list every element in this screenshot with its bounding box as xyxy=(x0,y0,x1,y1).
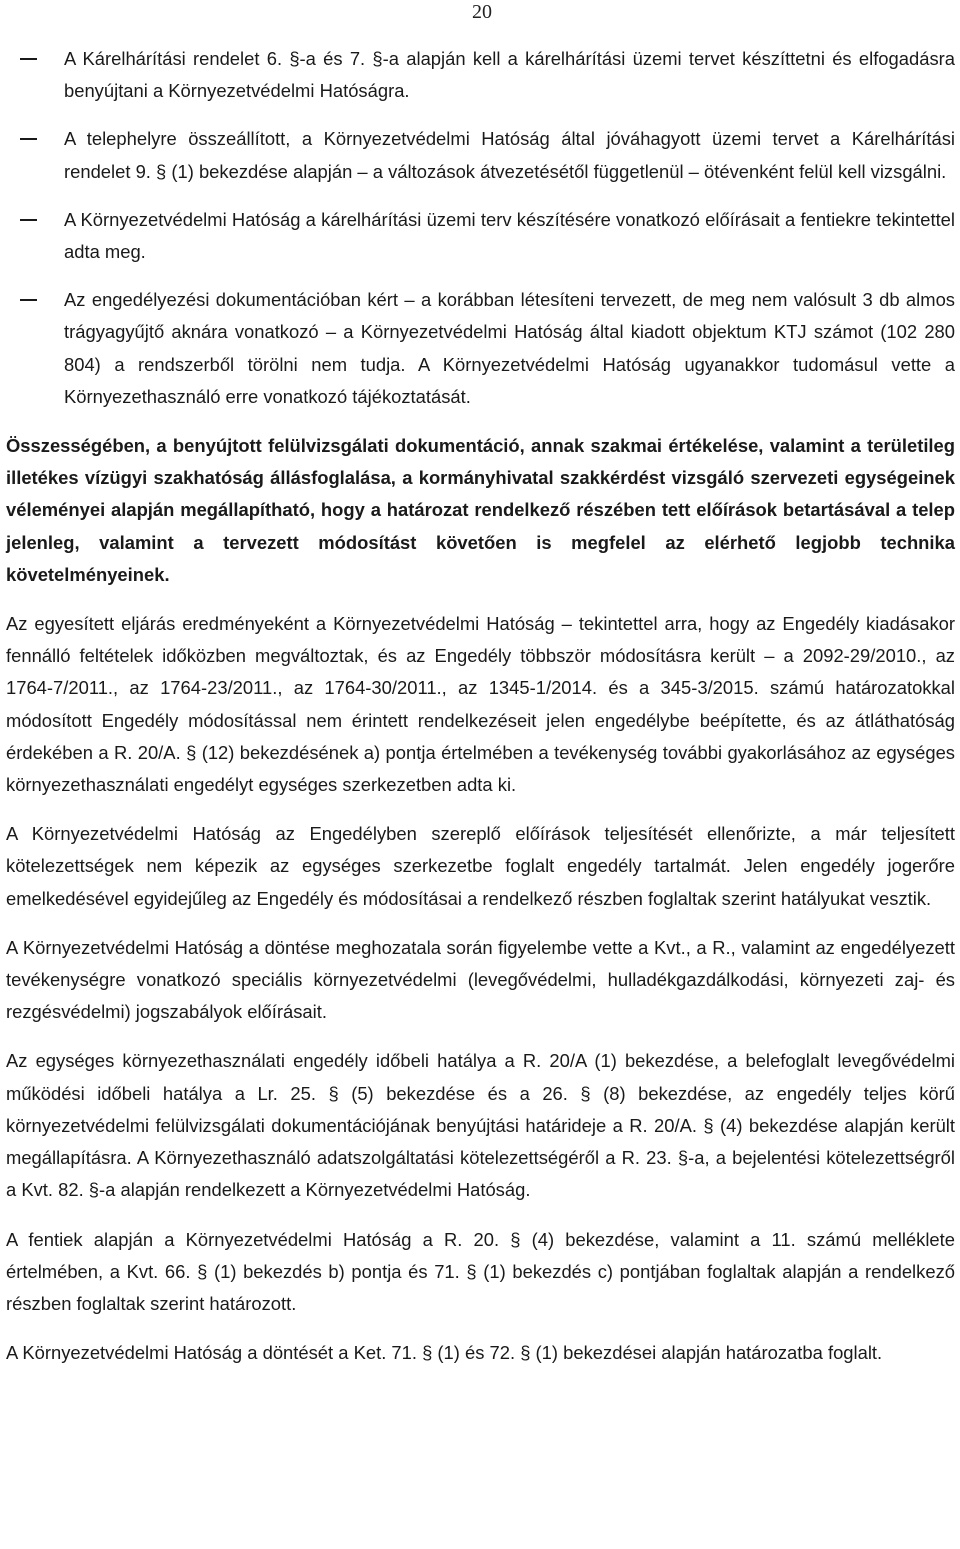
bullet-item xyxy=(6,204,955,268)
bullet-item xyxy=(6,43,955,107)
page-number: 20 xyxy=(472,1,492,23)
document-body xyxy=(6,43,955,1369)
body-paragraph: Az egységes környezethasználati engedély időbeli hatálya a R. 20/A (1) bekezdése, a belefoglalt levegővédelmi működési időbeli hatálya a Lr. 25. § (5) bekezdése és a 26. § (8) bekezdése, az engedély teljes körű környezetvédelmi felülvizsgálati dokumentációjának benyújtási határideje a R. 20/A. § (4) bekezdése alapján került megállapításra. A Környezethasználó adatszolgáltatási kötelezettségéről a R. 23. §-a, a bejelentési kötelezettségről a Kvt. 82. §-a alapján rendelkezett a Környezetvédelmi Hatóság. xyxy=(6,1050,955,1201)
dash-bullet-icon xyxy=(20,138,37,140)
dash-bullet-icon xyxy=(20,299,37,301)
body-paragraph: A Környezetvédelmi Hatóság a döntését a Ket. 71. § (1) és 72. § (1) bekezdései alapján határozatba foglalt. xyxy=(6,1342,883,1364)
body-paragraph: A fentiek alapján a Környezetvédelmi Hatóság a R. 20. § (4) bekezdése, valamint a 11. számú melléklete értelmében, a Kvt. 66. § (1) bekezdés b) pontja és 71. § (1) bekezdés c) pontjában foglaltak alapján a rendelkező részben foglaltak szerint határozott. xyxy=(6,1228,955,1314)
summary-paragraph: Összességében, a benyújtott felülvizsgálati dokumentáció, annak szakmai értékelése, valamint a területileg illetékes vízügyi szakhatóság állásfoglalása, a kormányhivatal szakkérdést vizsgáló szervezeti egységeinek véleményei alapján megállapítható, hogy a határozat rendelkező részében tett előírások betartásával a telep jelenleg, valamint a tervezett módosítást követően is megfelel az elérhető legjobb technika követelményeinek. xyxy=(6,435,955,585)
body-paragraph: A Környezetvédelmi Hatóság az Engedélyben szereplő előírások teljesítését ellenőrizte, a már teljesített kötelezettségek nem képezik az egységes szerkezetbe foglalt engedély tartalmát. Jelen engedély jogerőre emelkedésével egyidejűleg az Engedély és módosításai a rendelkező részben foglaltak szerint hatályukat vesztik. xyxy=(6,823,955,909)
body-paragraph: Az egyesített eljárás eredményeként a Környezetvédelmi Hatóság – tekintettel arra, hogy az Engedély kiadásakor fennálló feltételek időközben megváltoztak, és az Engedély többször módosításra került – a 2092-29/2010., az 1764-7/2011., az 1764-23/2011., az 1764-30/2011., az 1345-1/2014. és a 345-3/2015. számú határozatokkal módosított Engedély módosítással nem érintett rendelkezéseit jelen engedélybe beépítette, és az átláthatóság érdekében a R. 20/A. § (12) bekezdésének a) pontja értelmében a tevékenység további gyakorlásához az egységes környezethasználati engedélyt egységes szerkezetben adta ki. xyxy=(6,613,955,796)
bullet-item xyxy=(6,284,955,413)
body-paragraph: A Környezetvédelmi Hatóság a döntése meghozatala során figyelembe vette a Kvt., a R., valamint az engedélyezett tevékenységre vonatkozó speciális környezetvédelmi (levegővédelmi, hulladékgazdálkodási, környezeti zaj- és rezgésvédelmi) jogszabályok előírásait. xyxy=(6,936,955,1023)
bullet-text: A Környezetvédelmi Hatóság a kárelhárítási üzemi terv készítésére vonatkozó előírásait a fentiekre tekintettel adta meg. xyxy=(64,208,955,263)
bullet-list xyxy=(6,43,955,413)
dash-bullet-icon xyxy=(20,219,37,221)
bullet-text: A telephelyre összeállított, a Környezetvédelmi Hatóság által jóváhagyott üzemi tervet a Kárelhárítási rendelet 9. § (1) bekezdése alapján – a változások átvezetésétől függetlenül – ötévenként felül kell vizsgálni. xyxy=(64,128,955,182)
bullet-text: A Kárelhárítási rendelet 6. §-a és 7. §-a alapján kell a kárelhárítási üzemi tervet készíttetni és elfogadásra benyújtani a Környezetvédelmi Hatóságra. xyxy=(64,48,955,102)
bullet-text: Az engedélyezési dokumentációban kért – a korábban létesíteni tervezett, de meg nem valósult 3 db almos trágyagyűjtő aknára vonatkozó – a Környezetvédelmi Hatóság által kiadott objektum KTJ számot (102 280 804) a rendszerből törölni nem tudja. A Környezetvédelmi Hatóság ugyanakkor tudomásul vette a Környezethasználó erre vonatkozó tájékoztatását. xyxy=(64,289,955,407)
dash-bullet-icon xyxy=(20,58,37,60)
bullet-item xyxy=(6,123,955,187)
